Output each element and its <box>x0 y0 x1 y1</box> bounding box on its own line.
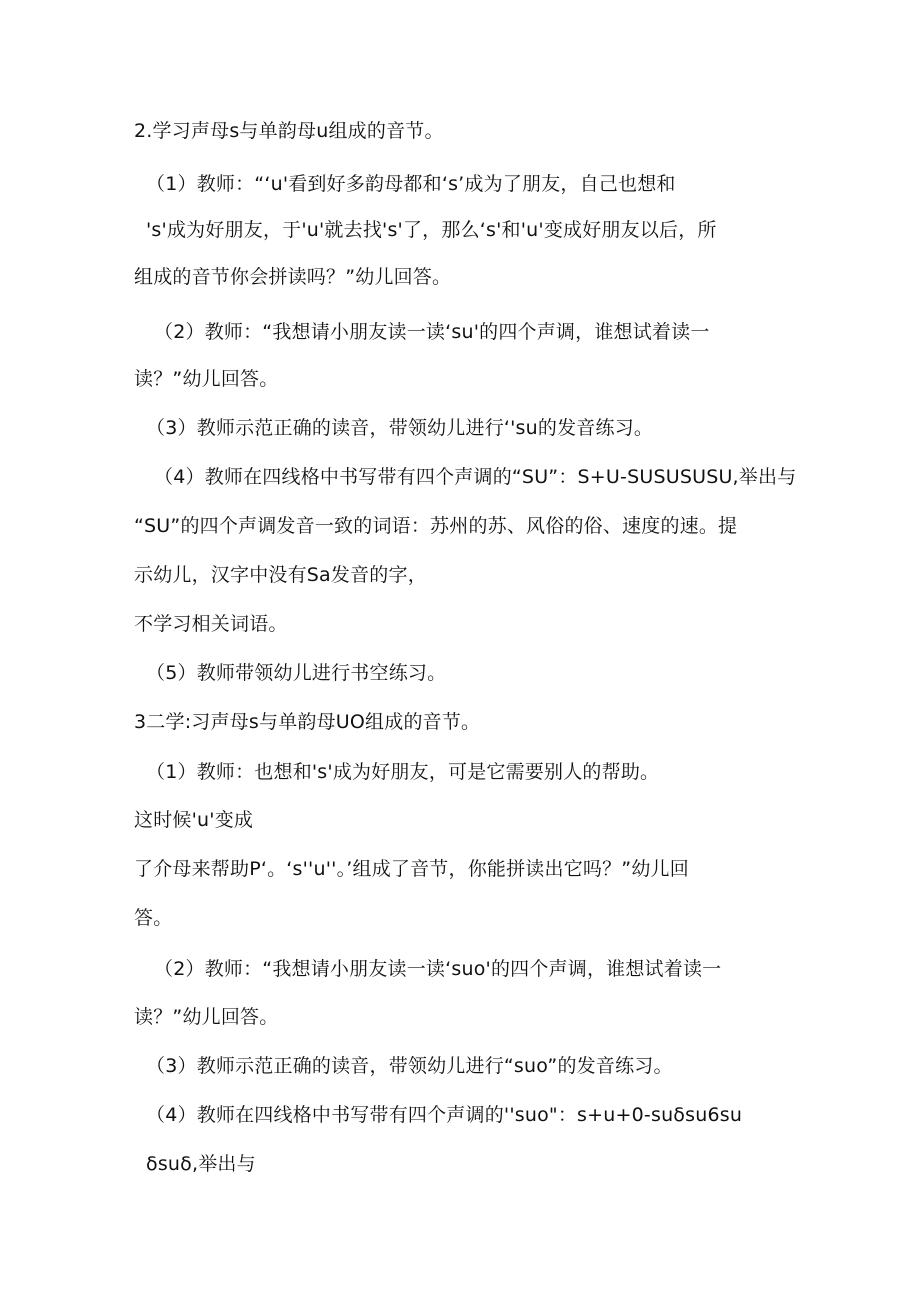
paragraph-line: （4）教师在四线格中书写带有四个声调的“SU”：S+U-SUSUSUSU,举出与 <box>154 466 797 488</box>
paragraph-line: （2）教师：“我想请小朋友读一读‘su'的四个声调，谁想试着读一 <box>154 321 710 343</box>
paragraph-line: 组成的音节你会拼读吗？”幼儿回答。 <box>134 266 452 288</box>
paragraph-line: 这时候'u'变成 <box>134 809 254 831</box>
paragraph-line: 不学习相关词语。 <box>134 613 288 635</box>
paragraph-line: δsuδ,举出与 <box>146 1153 256 1175</box>
paragraph-line: 了介母来帮助P‘。‘s''u''。’组成了音节，你能拼读出它吗？”幼儿回 <box>134 858 689 880</box>
paragraph-line: （1）教师：“‘u'看到好多韵母都和‘s’成为了朋友，自己也想和 <box>146 173 676 195</box>
paragraph-line: （3）教师示范正确的读音，带领幼儿进行“suo”的发音练习。 <box>146 1055 673 1077</box>
paragraph-line: （4）教师在四线格中书写带有四个声调的''suo"：s+u+0-suδsu6su <box>146 1104 743 1126</box>
paragraph-line: （5）教师带领幼儿进行书空练习。 <box>146 662 447 684</box>
paragraph-line: （2）教师：“我想请小朋友读一读‘suo'的四个声调，谁想试着读一 <box>154 958 722 980</box>
paragraph-line: 读？”幼儿回答。 <box>134 368 279 390</box>
section-heading-2: 2.学习声母s与单韵母u组成的音节。 <box>134 120 444 142</box>
paragraph-line: （3）教师示范正确的读音，带领幼儿进行‘'su的发音练习。 <box>146 417 654 439</box>
paragraph-line: （1）教师：也想和's'成为好朋友，可是它需要别人的帮助。 <box>146 761 660 783</box>
paragraph-line: 答。 <box>134 907 173 929</box>
paragraph-line: “SU”的四个声调发音一致的词语：苏州的苏、风俗的俗、速度的速。提 <box>134 515 738 537</box>
paragraph-line: 示幼儿，汉字中没有Sa发音的字， <box>134 564 427 586</box>
section-heading-3: 3二学:习声母s与单韵母UO组成的音节。 <box>134 711 481 733</box>
paragraph-line: 读？”幼儿回答。 <box>134 1006 279 1028</box>
paragraph-line: 's'成为好朋友，于'u'就去找's'了，那么‘s'和'u'变成好朋友以后，所 <box>146 219 717 241</box>
